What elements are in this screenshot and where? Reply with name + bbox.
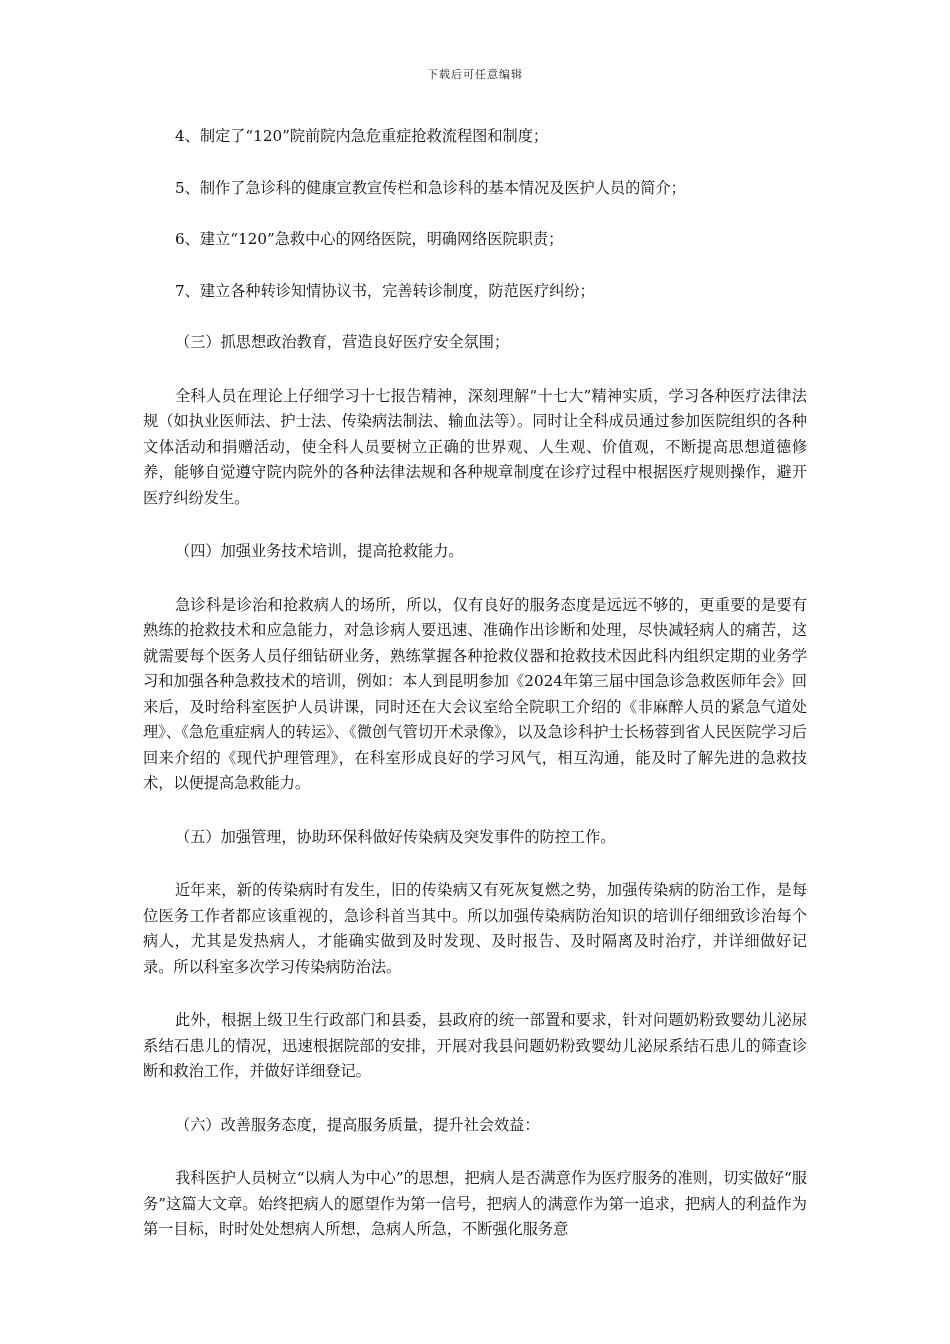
section-heading-5: （五）加强管理，协助环保科做好传染病及突发事件的防控工作。 — [175, 827, 616, 846]
section-heading-6: （六）改善服务态度，提高服务质量，提升社会效益： — [175, 1115, 540, 1134]
list-item-4: 4、制定了“120”院前院内急危重症抢救流程图和制度； — [175, 127, 549, 145]
body-paragraph: 近年来，新的传染病时有发生，旧的传染病又有死灰复燃之势，加强传染病的防治工作，是每位医务工作者都应该重视的，急诊科首当其中。所以加强传染病防治知识的培训仔细细致诊治每个病人，尤其是发热病人，才能确实做到及时发现、及时报告、及时隔离及时治疗，并详细做好记录。所以科室多次学习传染病防治法。 — [143, 881, 807, 976]
body-paragraph: 急诊科是诊治和抢救病人的场所，所以，仅有良好的服务态度是远远不够的，更重要的是要有熟练的抢救技术和应急能力，对急诊病人要迅速、准确作出诊断和处理，尽快减轻病人的痛苦，这就需要每个医务人员仔细钻研业务，熟练掌握各种抢救仪器和抢救技术因此科内组织定期的业务学习和加强各种急救技术的培训，例如：本人到昆明参加《2024年第三届中国急诊急救医师年会》回来后，及时给科室医护人员讲课，同时还在大会议室给全院职工介绍的《非麻醉人员的紧急气道处理》、《急危重症病人的转运》、《微创气管切开术录像》，以及急诊科护士长杨蓉到省人民医院学习后回来介绍的《现代护理管理》，在科室形成良好的学习风气，相互沟通，能及时了解先进的急救技术，以便提高急救能力。 — [143, 595, 807, 792]
body-paragraph: 全科人员在理论上仔细学习十七报告精神，深刻理解“十七大”精神实质，学习各种医疗法律法规（如执业医师法、护士法、传染病法制法、输血法等）。同时让全科成员通过参加医院组织的各种文体活动和捐赠活动，使全科人员要树立正确的世界观、人生观、价值观，不断提高思想道德修养，能够自觉遵守院内院外的各种法律法规和各种规章制度在诊疗过程中根据医疗规则操作，避开医疗纠纷发生。 — [143, 386, 807, 507]
body-paragraph: 我科医护人员树立“以病人为中心”的思想，把病人是否满意作为医疗服务的准则，切实做好“服务”这篇大文章。始终把病人的愿望作为第一信号，把病人的满意作为第一追求，把病人的利益作为第一目标，时时处处想病人所想，急病人所急，不断强化服务意 — [143, 1169, 807, 1238]
list-item-5: 5、制作了急诊科的健康宣教宣传栏和急诊科的基本情况及医护人员的简介； — [175, 178, 686, 197]
body-paragraph: 此外，根据上级卫生行政部门和县委，县政府的统一部置和要求，针对问题奶粉致婴幼儿泌尿系结石患儿的情况，迅速根据院部的安排，开展对我县问题奶粉致婴幼儿泌尿系结石患儿的筛查诊断和救治工作，并做好详细登记。 — [143, 1011, 807, 1080]
section-heading-4: （四）加强业务技术培训，提高抢救能力。 — [175, 542, 464, 560]
section-heading-3: （三）抓思想政治教育，营造良好医疗安全氛围； — [175, 333, 510, 351]
list-item-7: 7、建立各种转诊知情协议书，完善转诊制度，防范医疗纠纷； — [175, 281, 595, 300]
document-body — [143, 124, 807, 1243]
page-header: 下载后可任意编辑 — [427, 68, 523, 81]
list-item-6: 6、建立“120”急救中心的网络医院，明确网络医院职责； — [175, 230, 564, 248]
